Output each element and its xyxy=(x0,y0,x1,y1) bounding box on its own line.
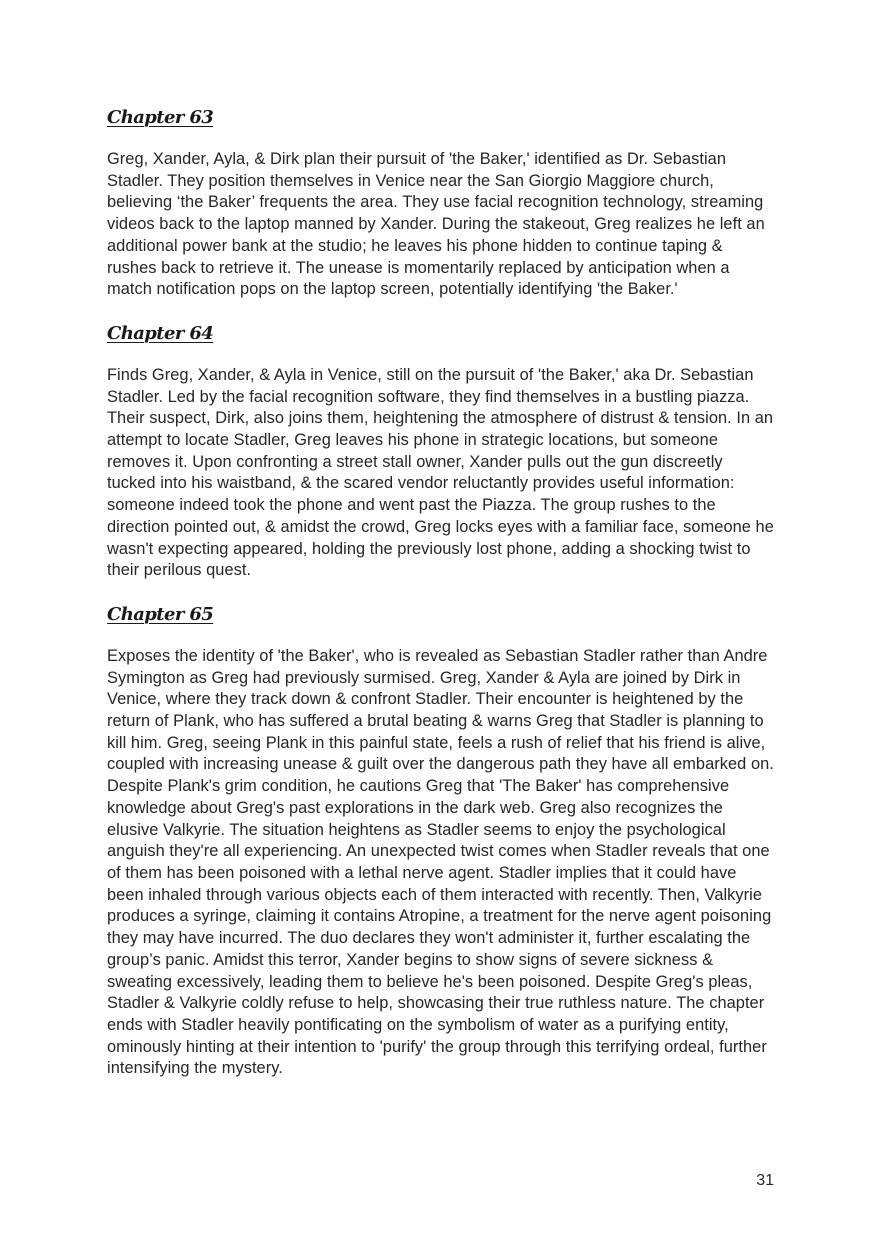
chapter-64-title: Chapter 64 xyxy=(107,322,214,344)
chapter-63-section xyxy=(107,105,775,301)
document-page xyxy=(107,105,775,1100)
chapter-63-title: Chapter 63 xyxy=(107,107,214,128)
page-number: 31 xyxy=(756,1172,774,1189)
chapter-65-section xyxy=(107,602,775,1080)
chapter-65-summary: Exposes the identity of 'the Baker', who is revealed as Sebastian Stadler rather than Andre Symington as Greg had previously surmised. Greg, Xander & Ayla are joined by Dirk in Venice, where they track down & confront Stadler. Their encounter is heightened by the return of Plank, who has suffered a brutal beating & warns Greg that Stadler is planning to kill him. Greg, seeing Plank in this painful state, feels a rush of relief that his friend is alive, coupled with increasing unease & guilt over the dangerous path they have all embarked on. Despite Plank's grim condition, he cautions Greg that 'The Baker' has comprehensive knowledge about Greg's past explorations in the dark web. Greg also recognizes the elusive Valkyrie. The situation heightens as Stadler seems to enjoy the psychological anguish they're all experiencing. An unexpected twist comes when Stadler reveals that one of them has been poisoned with a lethal nerve agent. Stadler implies that it could have been inhaled through various objects each of them interacted with recently. Then, Valkyrie produces a syringe, claiming it contains Atropine, a treatment for the nerve agent poisoning they may have incurred. The duo declares they won't administer it, further escalating the group’s panic. Amidst this terror, Xander begins to show signs of severe sickness & sweating excessively, leading them to believe he's been poisoned. Despite Greg's pleas, Stadler & Valkyrie coldly refuse to help, showcasing their true ruthless nature. The chapter ends with Stadler heavily pontificating on the symbolism of water as a purifying entity, ominously hinting at their intention to 'purify' the group through this terrifying ordeal, further intensifying the mystery. xyxy=(107,646,774,1078)
chapter-64-summary: Finds Greg, Xander, & Ayla in Venice, still on the pursuit of 'the Baker,' aka Dr. Sebastian Stadler. Led by the facial recognition software, they find themselves in a bustling piazza. Their suspect, Dirk, also joins them, heightening the atmosphere of distrust & tension. In an attempt to locate Stadler, Greg leaves his phone in strategic locations, but someone removes it. Upon confronting a street stall owner, Xander pulls out the gun discreetly tucked into his waistband, & the scared vendor reluctantly provides useful information: someone indeed took the phone and went past the Piazza. The group rushes to the direction pointed out, & amidst the crowd, Greg locks eyes with a familiar face, someone he wasn't expecting appeared, holding the previously lost phone, adding a shocking twist to their perilous quest. xyxy=(107,365,774,580)
chapter-64-section xyxy=(107,321,775,582)
chapter-63-summary: Greg, Xander, Ayla, & Dirk plan their pursuit of 'the Baker,' identified as Dr. Sebastian Stadler. They position themselves in Venice near the San Giorgio Maggiore church, believing ‘the Baker’ frequents the area. They use facial recognition technology, streaming videos back to the laptop manned by Xander. During the stakeout, Greg realizes he left an additional power bank at the studio; he leaves his phone hidden to continue taping & rushes back to retrieve it. The unease is momentarily replaced by anticipation when a match notification pops on the laptop screen, potentially identifying 'the Baker.' xyxy=(107,150,765,299)
chapter-65-title: Chapter 65 xyxy=(107,603,214,625)
